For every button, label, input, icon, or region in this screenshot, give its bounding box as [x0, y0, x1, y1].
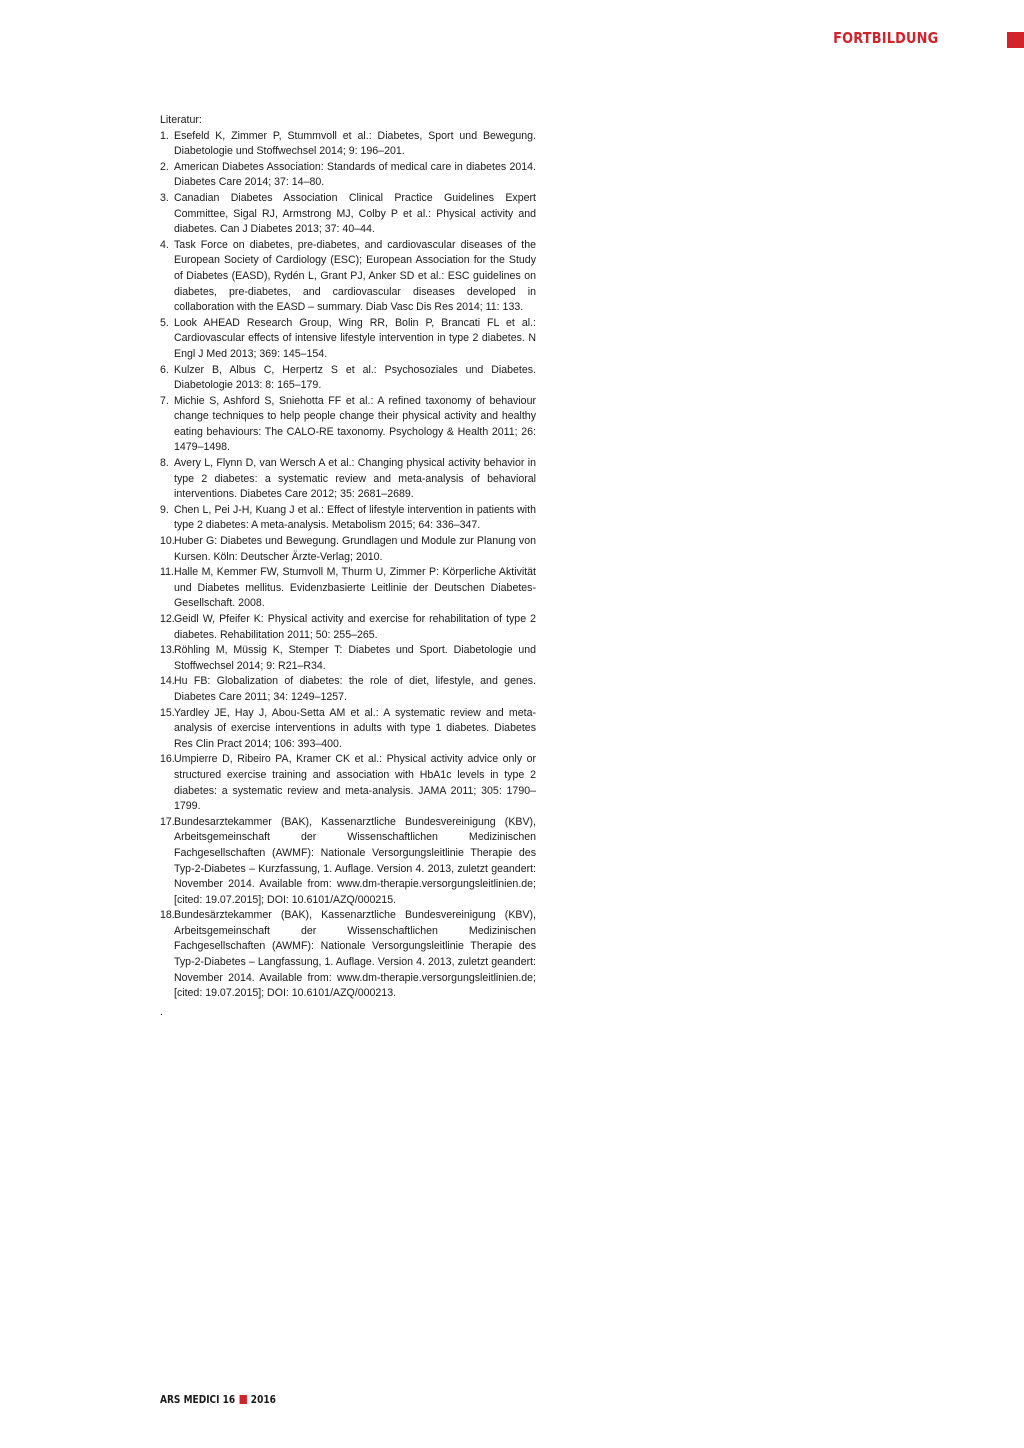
reference-number: 16.: [160, 753, 175, 766]
reference-text: Chen L, Pei J-H, Kuang J et al.: Effect of lifestyle intervention in patients with type 2 diabetes: A meta-analysis. Metabolism 2015; 64: 336–347.: [174, 503, 536, 532]
reference-item: [160, 534, 536, 565]
reference-text: Canadian Diabetes Association Clinical Practice Guidelines Expert Committee, Sigal RJ, Armstrong MJ, Colby P et al.: Physical activity and diabetes. Can J Diabetes 2013; 37: 40–44.: [174, 191, 536, 236]
reference-number: 3.: [160, 191, 169, 204]
reference-number: 2.: [160, 160, 169, 173]
reference-text: Geidl W, Pfeifer K: Physical activity and exercise for rehabilitation of type 2 diabetes. Rehabilitation 2011; 50: 255–265.: [174, 613, 536, 641]
reference-text: Task Force on diabetes, pre-diabetes, and cardiovascular diseases of the European Society of Cardiology (ESC); European Association for the Study of Diabetes (EASD), Rydén L, Grant PJ, Anker SD et al.: ESC guidelines on diabetes, pre-diabetes, and cardiovascular diseases developed in collaboration with the EASD – summary. Diab Vasc Dis Res 2014; 11: 133.: [174, 238, 536, 314]
reference-item: [160, 503, 536, 534]
reference-number: 18.: [160, 909, 175, 922]
reference-number: 10.: [160, 535, 175, 548]
reference-item: [160, 238, 536, 316]
reference-text: Hu FB: Globalization of diabetes: the role of diet, lifestyle, and genes. Diabetes Care 2011; 34: 1249–1257.: [174, 675, 536, 703]
reference-number: 13.: [160, 644, 175, 657]
reference-number: 1.: [160, 129, 169, 142]
reference-item: [160, 815, 536, 909]
trailing-mark: .: [160, 1005, 163, 1018]
reference-text: Avery L, Flynn D, van Wersch A et al.: Changing physical activity behavior in type 2 diabetes: a systematic review and meta-analysis of behavioral interventions. Diabetes Care 2012; 35: 2681–2689.: [174, 457, 536, 501]
reference-item: [160, 316, 536, 363]
section-header-block: [1007, 32, 1024, 48]
reference-item: [160, 752, 536, 814]
references-heading: Literatur:: [160, 114, 202, 126]
page-footer: [160, 1393, 276, 1406]
reference-item: [160, 908, 536, 1002]
reference-text: Kulzer B, Albus C, Herpertz S et al.: Psychosoziales und Diabetes. Diabetologie 2013: 8: 165–179.: [174, 363, 536, 392]
reference-text: Bundesarztekammer (BAK), Kassenarztliche Bundesvereinigung (KBV), Arbeitsgemeinschaft der Wissenschaftlichen Medizinischen Fachgesellschaften (AWMF): Nationale Versorgungsleitlinie Therapie des Typ-2-Diabetes – Kurzfassung, 1. Auflage. Version 4. 2013, zuletzt geandert: November 2014. Available from: www.dm-therapie.versorgungsleitlinien.de; [cited: 19.07.2015]; DOI: 10.6101/AZQ/000215.: [174, 815, 536, 906]
reference-item: [160, 706, 536, 753]
footer-separator-square: [239, 1395, 246, 1404]
reference-text: Röhling M, Müssig K, Stemper T: Diabetes und Sport. Diabetologie und Stoffwechsel 2014; 9: R21–R34.: [174, 644, 536, 672]
reference-item: [160, 160, 536, 191]
reference-text: Michie S, Ashford S, Sniehotta FF et al.: A refined taxonomy of behaviour change techniques to help people change their physical activity and healthy eating behaviours: The CALO-RE taxonomy. Psychology & Health 2011; 26: 1479–1498.: [174, 394, 536, 454]
reference-text: Bundesärztekammer (BAK), Kassenarztliche Bundesvereinigung (KBV), Arbeitsgemeinschaft der Wissenschaftlichen Medizinischen Fachgesellschaften (AWMF): Nationale Versorgungsleitlinie Therapie des Typ-2-Diabetes – Langfassung, 1. Auflage. Version 4. 2013, zuletzt geandert: November 2014. Available from: www.dm-therapie.versorgungsleitlinien.de; [cited: 19.07.2015]; DOI: 10.6101/AZQ/000213.: [174, 909, 536, 1000]
reference-number: 9.: [160, 503, 169, 516]
reference-number: 14.: [160, 675, 175, 688]
reference-item: [160, 191, 536, 238]
reference-number: 12.: [160, 613, 175, 625]
reference-text: Look AHEAD Research Group, Wing RR, Bolin P, Brancati FL et al.: Cardiovascular effects of intensive lifestyle intervention in type 2 diabetes. N Engl J Med 2013; 369: 145–154.: [174, 316, 536, 360]
reference-number: 17.: [160, 815, 175, 828]
reference-text: Huber G: Diabetes und Bewegung. Grundlagen und Module zur Planung von Kursen. Köln: Deutscher Ärzte-Verlag; 2010.: [174, 535, 536, 563]
reference-text: Esefeld K, Zimmer P, Stummvoll et al.: Diabetes, Sport und Bewegung. Diabetologie und Stoffwechsel 2014; 9: 196–201.: [174, 129, 536, 158]
reference-item: [160, 456, 536, 503]
section-header-title: FORTBILDUNG: [832, 29, 938, 47]
footer-year: 2016: [250, 1393, 276, 1406]
reference-number: 15.: [160, 706, 175, 719]
reference-item: [160, 565, 536, 612]
reference-text: Halle M, Kemmer FW, Stumvoll M, Thurm U, Zimmer P: Körperliche Aktivität und Diabetes mellitus. Evidenzbasierte Leitlinie der Deutschen Diabetes-Gesellschaft. 2008.: [174, 566, 536, 610]
reference-text: Umpierre D, Ribeiro PA, Kramer CK et al.: Physical activity advice only or structured exercise training and association with HbA1c levels in type 2 diabetes: a systematic review and meta-analysis. JAMA 2011; 305: 1790–1799.: [174, 753, 536, 813]
reference-text: American Diabetes Association: Standards of medical care in diabetes 2014. Diabetes Care 2014; 37: 14–80.: [174, 160, 536, 189]
reference-number: 8.: [160, 457, 169, 470]
footer-journal: ARS MEDICI 16: [160, 1393, 236, 1406]
reference-number: 7.: [160, 394, 169, 407]
reference-item: [160, 643, 536, 674]
reference-text: Yardley JE, Hay J, Abou-Setta AM et al.: A systematic review and meta-analysis of exercise interventions in adults with type 1 diabetes. Diabetes Res Clin Pract 2014; 106: 393–400.: [174, 706, 536, 750]
reference-number: 11.: [160, 566, 174, 579]
reference-number: 5.: [160, 316, 169, 329]
reference-item: [160, 612, 536, 643]
reference-item: [160, 394, 536, 456]
reference-item: [160, 674, 536, 705]
reference-list: [160, 129, 536, 1002]
reference-number: 4.: [160, 238, 169, 251]
reference-item: [160, 363, 536, 394]
reference-number: 6.: [160, 363, 169, 376]
reference-item: [160, 129, 536, 160]
references-section: [160, 113, 536, 1017]
